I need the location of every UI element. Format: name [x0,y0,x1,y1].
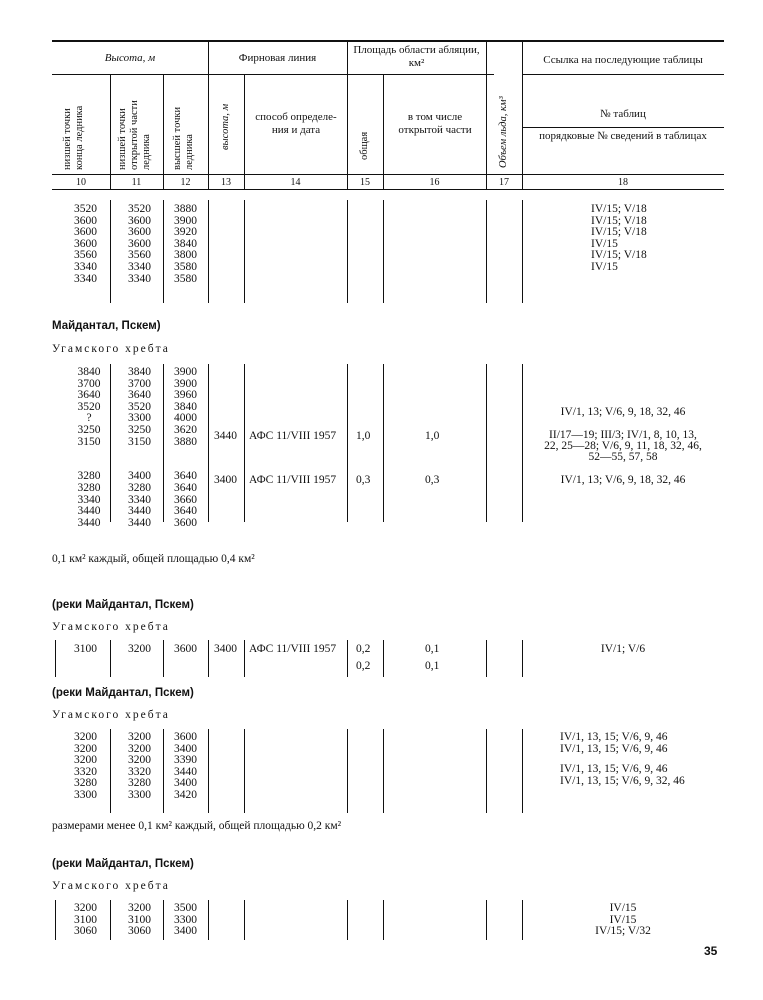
s5-vline [383,900,384,940]
s4-vline [244,729,245,813]
b1-vline [486,200,487,303]
col-lowest-end: низшей точки конца ледника [62,105,85,170]
s2-r2-method: АФС 11/VIII 1957 [249,474,337,486]
s3-open-1: 0,1 [425,643,440,655]
col-table-no: № таблиц [600,108,646,120]
s3-ref: IV/1; V/6 [600,643,646,655]
s5-vline [163,900,164,940]
col-firn-height: высота, м [220,103,231,150]
section4-subtitle: Угамского хребта [52,709,170,721]
s4-ref-1: IV/1, 13, 15; V/6, 9, 46 IV/1, 13, 15; V/6, 9, 46 [560,731,668,755]
hdr-vline [347,40,348,189]
s3-col-12: 3600 [174,643,197,655]
s2-vline [244,364,245,522]
s2-vline [163,364,164,522]
col-num: 11 [131,177,142,188]
col-num: 10 [76,177,86,188]
col-num: 14 [290,177,301,188]
s2-ref-a: IV/1, 13; V/6, 9, 18, 32, 46 [560,406,686,418]
col-ice-volume: Объем льда, км³ [498,96,509,168]
s4-vline [110,729,111,813]
s5-col-11: 3200 3100 3060 [128,902,151,938]
s2-vline [522,364,523,522]
s2-col-10: 3840 3700 3640 3520 ? 3250 3150 3280 3280 3340 3440 3440 [77,366,101,529]
s2-vline [208,364,209,522]
section2-title: Майдантал, Пскем) [52,320,161,332]
s3-total-2: 0,2 [356,660,371,672]
b1-vline [110,200,111,303]
s3-vline [110,640,111,677]
section3-subtitle: Угамского хребта [52,621,170,633]
s3-vline [244,640,245,677]
s2-vline [486,364,487,522]
col-firn-method: способ определе- ния и дата [255,111,337,136]
s4-vline [208,729,209,813]
b1-col-12: 3880 3900 3920 3840 3800 3580 3580 [174,203,197,285]
s4-col-11: 3200 3200 3200 3320 3280 3300 [128,731,151,801]
col-num: 15 [360,177,370,188]
header-bottom-rule [52,174,724,175]
header-refs-divider [522,127,724,128]
s3-vline [522,640,523,677]
s3-col-11: 3200 [128,643,151,655]
col-num: 12 [180,177,191,188]
s4-vline [522,729,523,813]
s3-vline [163,640,164,677]
s5-col-12: 3500 3300 3400 [174,902,197,938]
header-subgroup-rule-2 [522,74,724,75]
col-num: 18 [618,177,628,188]
section2-note: 0,1 км² каждый, общей площадью 0,4 км² [52,553,255,565]
s5-vline [522,900,523,940]
page-number: 35 [704,944,718,958]
section5-title: (реки Майдантал, Пскем) [52,858,194,870]
hdr-vline [486,40,487,189]
s5-vline [244,900,245,940]
s5-vline [486,900,487,940]
s2-col-11: 3840 3700 3640 3520 3300 3250 3150 3400 3280 3340 3440 3440 [128,366,151,529]
s4-vline [383,729,384,813]
b1-vline [163,200,164,303]
s3-vline [208,640,209,677]
header-height-group: Высота, м [104,52,156,64]
col-num: 16 [429,177,440,188]
s5-vline [55,900,56,940]
s4-ref-2: IV/1, 13, 15; V/6, 9, 46 IV/1, 13, 15; V/6, 9, 32, 46 [560,763,685,787]
s3-open-2: 0,1 [425,660,440,672]
col-seq-no: порядковые № сведений в таблицах [539,130,707,142]
s4-vline [163,729,164,813]
s4-vline [486,729,487,813]
s5-vline [110,900,111,940]
col-num: 17 [499,177,509,188]
s5-vline [347,900,348,940]
s3-method: АФС 11/VIII 1957 [249,643,337,655]
s2-r2-total: 0,3 [356,474,371,486]
s2-vline [383,364,384,522]
hdr-vline [163,74,164,189]
header-refs-group: Ссылка на последующие таблицы [543,54,703,66]
b1-vline [383,200,384,303]
s4-col-12: 3600 3400 3390 3440 3400 3420 [174,731,197,801]
col-area-open: в том числе открытой части [398,111,472,136]
s2-ref-b: II/17—19; III/3; IV/1, 8, 10, 13, 22, 25—28; V/6, 9, 11, 18, 32, 46, 52—55, 57, 58 [544,429,702,463]
col-num: 13 [221,177,231,188]
b1-vline [347,200,348,303]
s2-vline [110,364,111,522]
col-highest: высшей точки ледника [172,106,195,170]
b1-vline [208,200,209,303]
s2-vline [347,364,348,522]
s5-ref: IV/15 IV/15 IV/15; V/32 [595,902,651,938]
col-lowest-open: низшей точки открытой части ледника [117,100,152,170]
section4-note: размерами менее 0,1 км² каждый, общей площадью 0,2 км² [52,820,342,832]
b1-col-11: 3520 3600 3600 3600 3560 3340 3340 [128,203,151,285]
header-subgroup-rule-1 [52,74,494,75]
s2-ref-c: IV/1, 13; V/6, 9, 18, 32, 46 [560,474,686,486]
s4-col-10: 3200 3200 3200 3320 3280 3300 [74,731,97,801]
s4-vline [347,729,348,813]
b1-col-18: IV/15; V/18 IV/15; V/18 IV/15; V/18 IV/15 IV/15; V/18 IV/15 [591,203,647,273]
s2-r1-method: АФС 11/VIII 1957 [249,430,337,442]
s3-vline [486,640,487,677]
header-firn-group: Фирновая линия [238,52,317,64]
section5-subtitle: Угамского хребта [52,880,170,892]
s2-col-12: 3900 3900 3960 3840 4000 3620 3880 3640 3640 3660 3640 3600 [174,366,197,529]
s5-col-10: 3200 3100 3060 [74,902,97,938]
s3-vline [347,640,348,677]
s3-vline [55,640,56,677]
b1-col-10: 3520 3600 3600 3600 3560 3340 3340 [74,203,97,285]
b1-vline [244,200,245,303]
b1-vline [522,200,523,303]
header-nums-rule [52,189,724,190]
s3-vline [383,640,384,677]
section3-title: (реки Майдантал, Пскем) [52,599,194,611]
s3-total-1: 0,2 [356,643,371,655]
col-area-total: общая [359,131,370,160]
s5-vline [208,900,209,940]
section4-title: (реки Майдантал, Пскем) [52,687,194,699]
hdr-vline [110,74,111,189]
s3-firn: 3400 [214,643,237,655]
section2-subtitle: Угамского хребта [52,343,170,355]
s2-r1-total: 1,0 [356,430,371,442]
s3-col-10: 3100 [74,643,97,655]
header-top-rule [52,40,724,42]
s2-r2-open: 0,3 [425,474,440,486]
hdr-vline [244,74,245,189]
s2-r1-firn: 3440 [214,430,237,442]
s2-r2-firn: 3400 [214,474,237,486]
s2-r1-open: 1,0 [425,430,440,442]
header-ablation-group: Площадь области абляции, км² [353,44,480,69]
